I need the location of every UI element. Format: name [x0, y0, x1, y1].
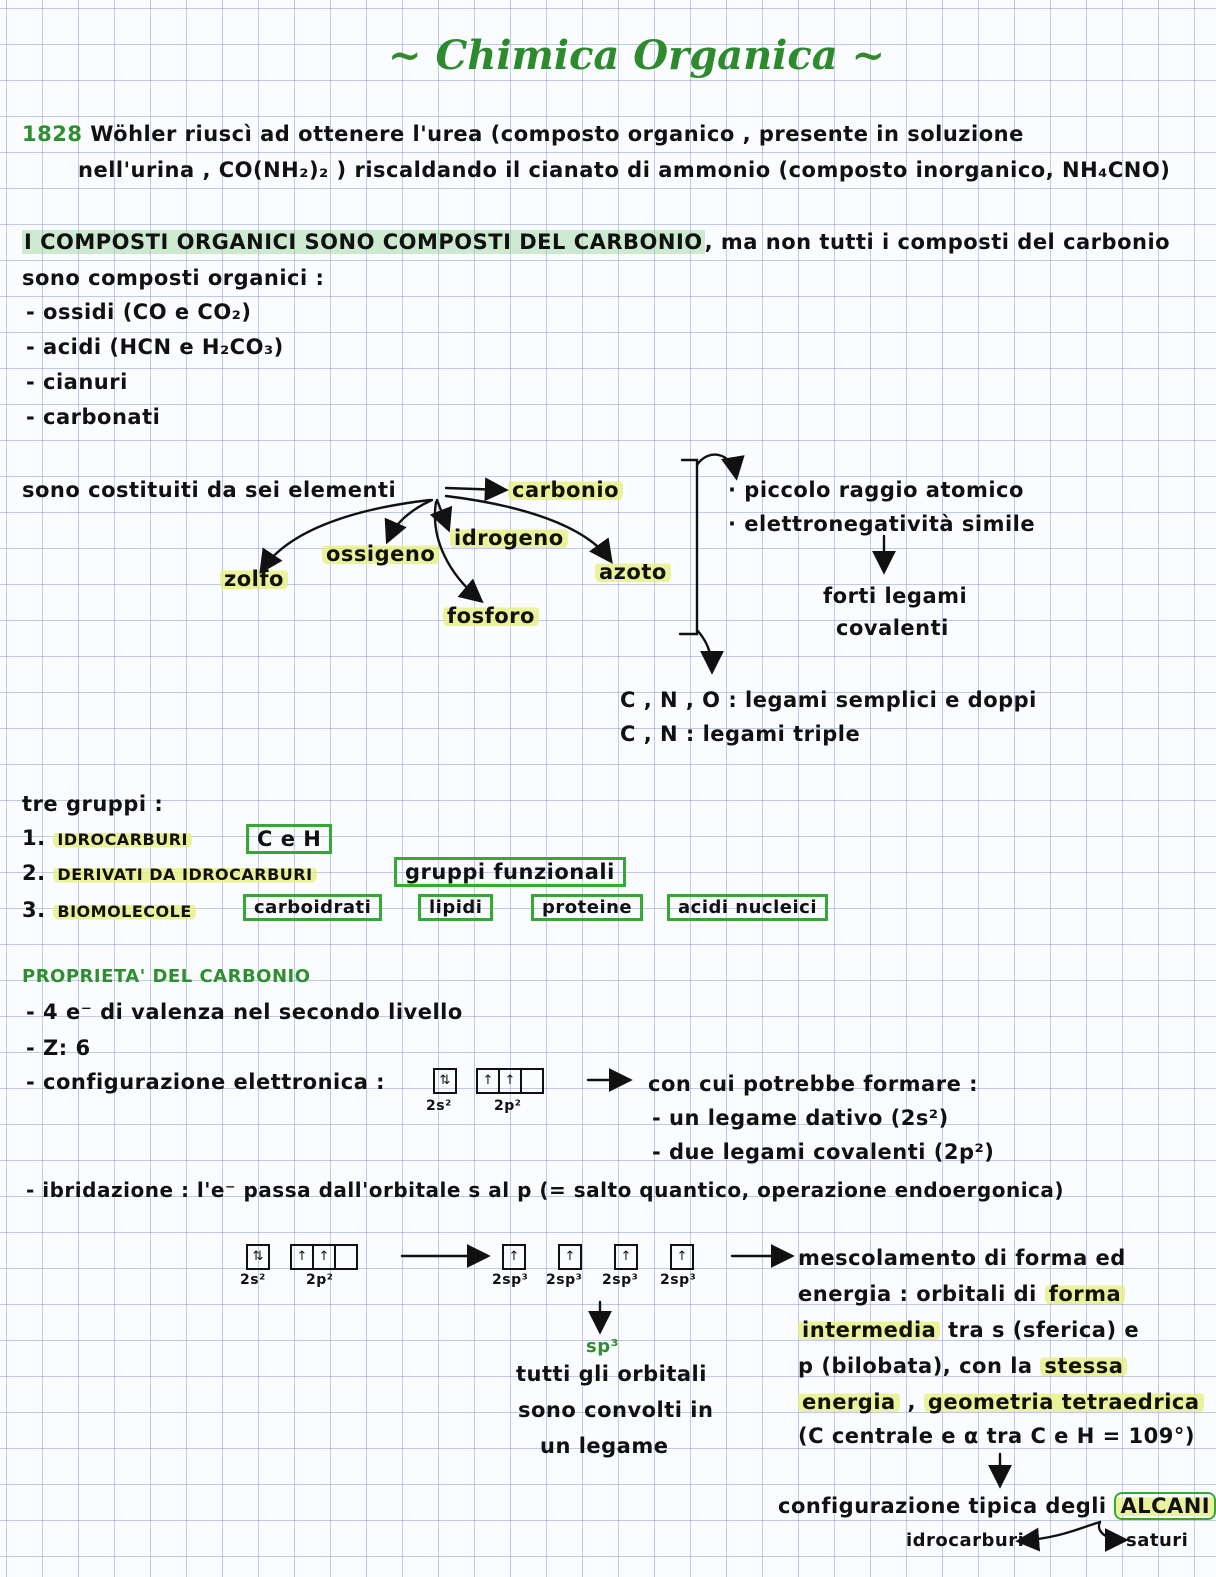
property-2: - Z: 6 [26, 1036, 91, 1060]
property-3-b: - due legami covalenti (2p²) [652, 1140, 995, 1164]
mixing-text: tra s (sferica) e [940, 1318, 1140, 1342]
element-zolfo: zolfo [220, 567, 288, 591]
group-box: gruppi funzionali [394, 857, 626, 887]
sp3-label: 2sp³ [492, 1272, 529, 1288]
arrow-idrocarburi [1020, 1522, 1100, 1541]
arrow-azoto [446, 496, 610, 560]
group-label: IDROCARBURI [53, 830, 192, 849]
mixing-highlight: geometria tetraedrica [924, 1390, 1204, 1414]
sp3-note-1: tutti gli orbitali [516, 1362, 707, 1386]
element-carbonio: carbonio [508, 478, 623, 502]
compounds-line-2: sono composti organici : [22, 266, 325, 290]
alkanes-text: configurazione tipica degli [778, 1494, 1115, 1518]
sp3-tag: sp³ [586, 1336, 619, 1357]
sp3-note-2: sono convolti in [518, 1398, 714, 1422]
groups-lead: tre gruppi : [22, 792, 164, 816]
strong-bonds-1: forti legami [823, 584, 968, 608]
mixing-text: energia : orbitali di [798, 1282, 1045, 1306]
orbital-box: ↑ [476, 1068, 500, 1094]
mixing-line-6: (C centrale e α tra C e H = 109°) [798, 1424, 1195, 1448]
compounds-rest: , ma non tutti i composti del carbonio [704, 230, 1171, 254]
compounds-highlight: I COMPOSTI ORGANICI SONO COMPOSTI DEL CARBONIO [24, 230, 703, 254]
group-box: proteine [531, 894, 643, 921]
orbital-box: ↑ [500, 1068, 522, 1094]
arrow-idrogeno [437, 500, 448, 528]
compound-item: - carbonati [26, 405, 161, 429]
element-property-1: · piccolo raggio atomico [728, 478, 1024, 502]
orbital-box: ↑ [314, 1244, 336, 1270]
property-3: - configurazione elettronica : [26, 1070, 386, 1094]
property-1: - 4 e⁻ di valenza nel secondo livello [26, 1000, 463, 1024]
bonds-line-1: C , N , O : legami semplici e doppi [620, 688, 1037, 712]
compound-item: - acidi (HCN e H₂CO₃) [26, 335, 284, 359]
strong-bonds-2: covalenti [836, 616, 949, 640]
group-label: BIOMOLECOLE [53, 902, 195, 921]
sp3-label: 2sp³ [660, 1272, 697, 1288]
alkanes-sub-1: idrocarburi [906, 1530, 1025, 1551]
group-box: C e H [246, 824, 332, 854]
arrow-to-bonds [697, 630, 712, 670]
sp3-label: 2sp³ [546, 1272, 583, 1288]
elements-lead: sono costituiti da sei elementi [22, 478, 397, 502]
intro-line-2: nell'urina , CO(NH₂)₂ ) riscaldando il cianato di ammonio (composto inorganico, NH₄CNO) [78, 158, 1171, 182]
orbital-box: ↑ [290, 1244, 314, 1270]
property-3-result: con cui potrebbe formare : [648, 1072, 979, 1096]
mixing-text: , [899, 1390, 924, 1414]
intro-year: 1828 [22, 122, 83, 146]
property-4: - ibridazione : l'e⁻ passa dall'orbitale s al p (= salto quantico, operazione endoergonica) [26, 1178, 1065, 1202]
group-number: 2. [22, 861, 46, 885]
orbital-box: ⇅ [246, 1244, 270, 1270]
compound-item: - ossidi (CO e CO₂) [26, 300, 252, 324]
orbital-box: ↑ [502, 1244, 526, 1270]
group-box: lipidi [418, 894, 493, 921]
sp3-label: 2sp³ [602, 1272, 639, 1288]
compound-item: - cianuri [26, 370, 128, 394]
arrow-saturi [1099, 1522, 1124, 1540]
property-3-a: - un legame dativo (2s²) [652, 1106, 949, 1130]
group-box: carboidrati [243, 894, 382, 921]
properties-heading: PROPRIETA' DEL CARBONIO [22, 966, 311, 987]
orbital-box: ↑ [614, 1244, 638, 1270]
alkanes-sub-2: saturi [1126, 1530, 1189, 1551]
alkanes-highlight: ALCANI [1114, 1492, 1216, 1520]
element-idrogeno: idrogeno [450, 526, 568, 550]
arrow-to-properties [697, 455, 736, 476]
orbital-label-2p: 2p² [494, 1098, 522, 1114]
element-fosforo: fosforo [443, 604, 539, 628]
mixing-highlight: forma [1045, 1282, 1125, 1306]
group-number: 3. [22, 898, 46, 922]
mixing-highlight: energia [798, 1390, 900, 1414]
element-property-2: · elettronegatività simile [728, 512, 1036, 536]
orbital-label-2s: 2s² [426, 1098, 452, 1114]
hybrid-label-2s: 2s² [240, 1272, 266, 1288]
bracket [680, 460, 697, 634]
group-label: DERIVATI DA IDROCARBURI [53, 865, 316, 884]
mixing-highlight: stessa [1040, 1354, 1127, 1378]
sp3-note-3: un legame [540, 1434, 669, 1458]
orbital-box: ↑ [558, 1244, 582, 1270]
hybrid-label-2p: 2p² [306, 1272, 334, 1288]
intro-text-1: Wöhler riuscì ad ottenere l'urea (composto organico , presente in soluzione [90, 122, 1024, 146]
page-title: ~ Chimica Organica ~ [388, 32, 886, 79]
bonds-line-2: C , N : legami triple [620, 722, 861, 746]
mixing-line-1: mescolamento di forma ed [798, 1246, 1126, 1270]
element-azoto: azoto [595, 560, 671, 584]
group-number: 1. [22, 826, 46, 850]
orbital-box: ⇅ [433, 1068, 457, 1094]
orbital-box: ↑ [670, 1244, 694, 1270]
mixing-highlight: intermedia [798, 1318, 940, 1342]
mixing-text: p (bilobata), con la [798, 1354, 1041, 1378]
arrow-zolfo [262, 500, 430, 570]
arrow-carbonio [446, 488, 504, 490]
element-ossigeno: ossigeno [322, 542, 439, 566]
arrow-fosforo [435, 502, 480, 600]
group-box: acidi nucleici [667, 894, 828, 921]
